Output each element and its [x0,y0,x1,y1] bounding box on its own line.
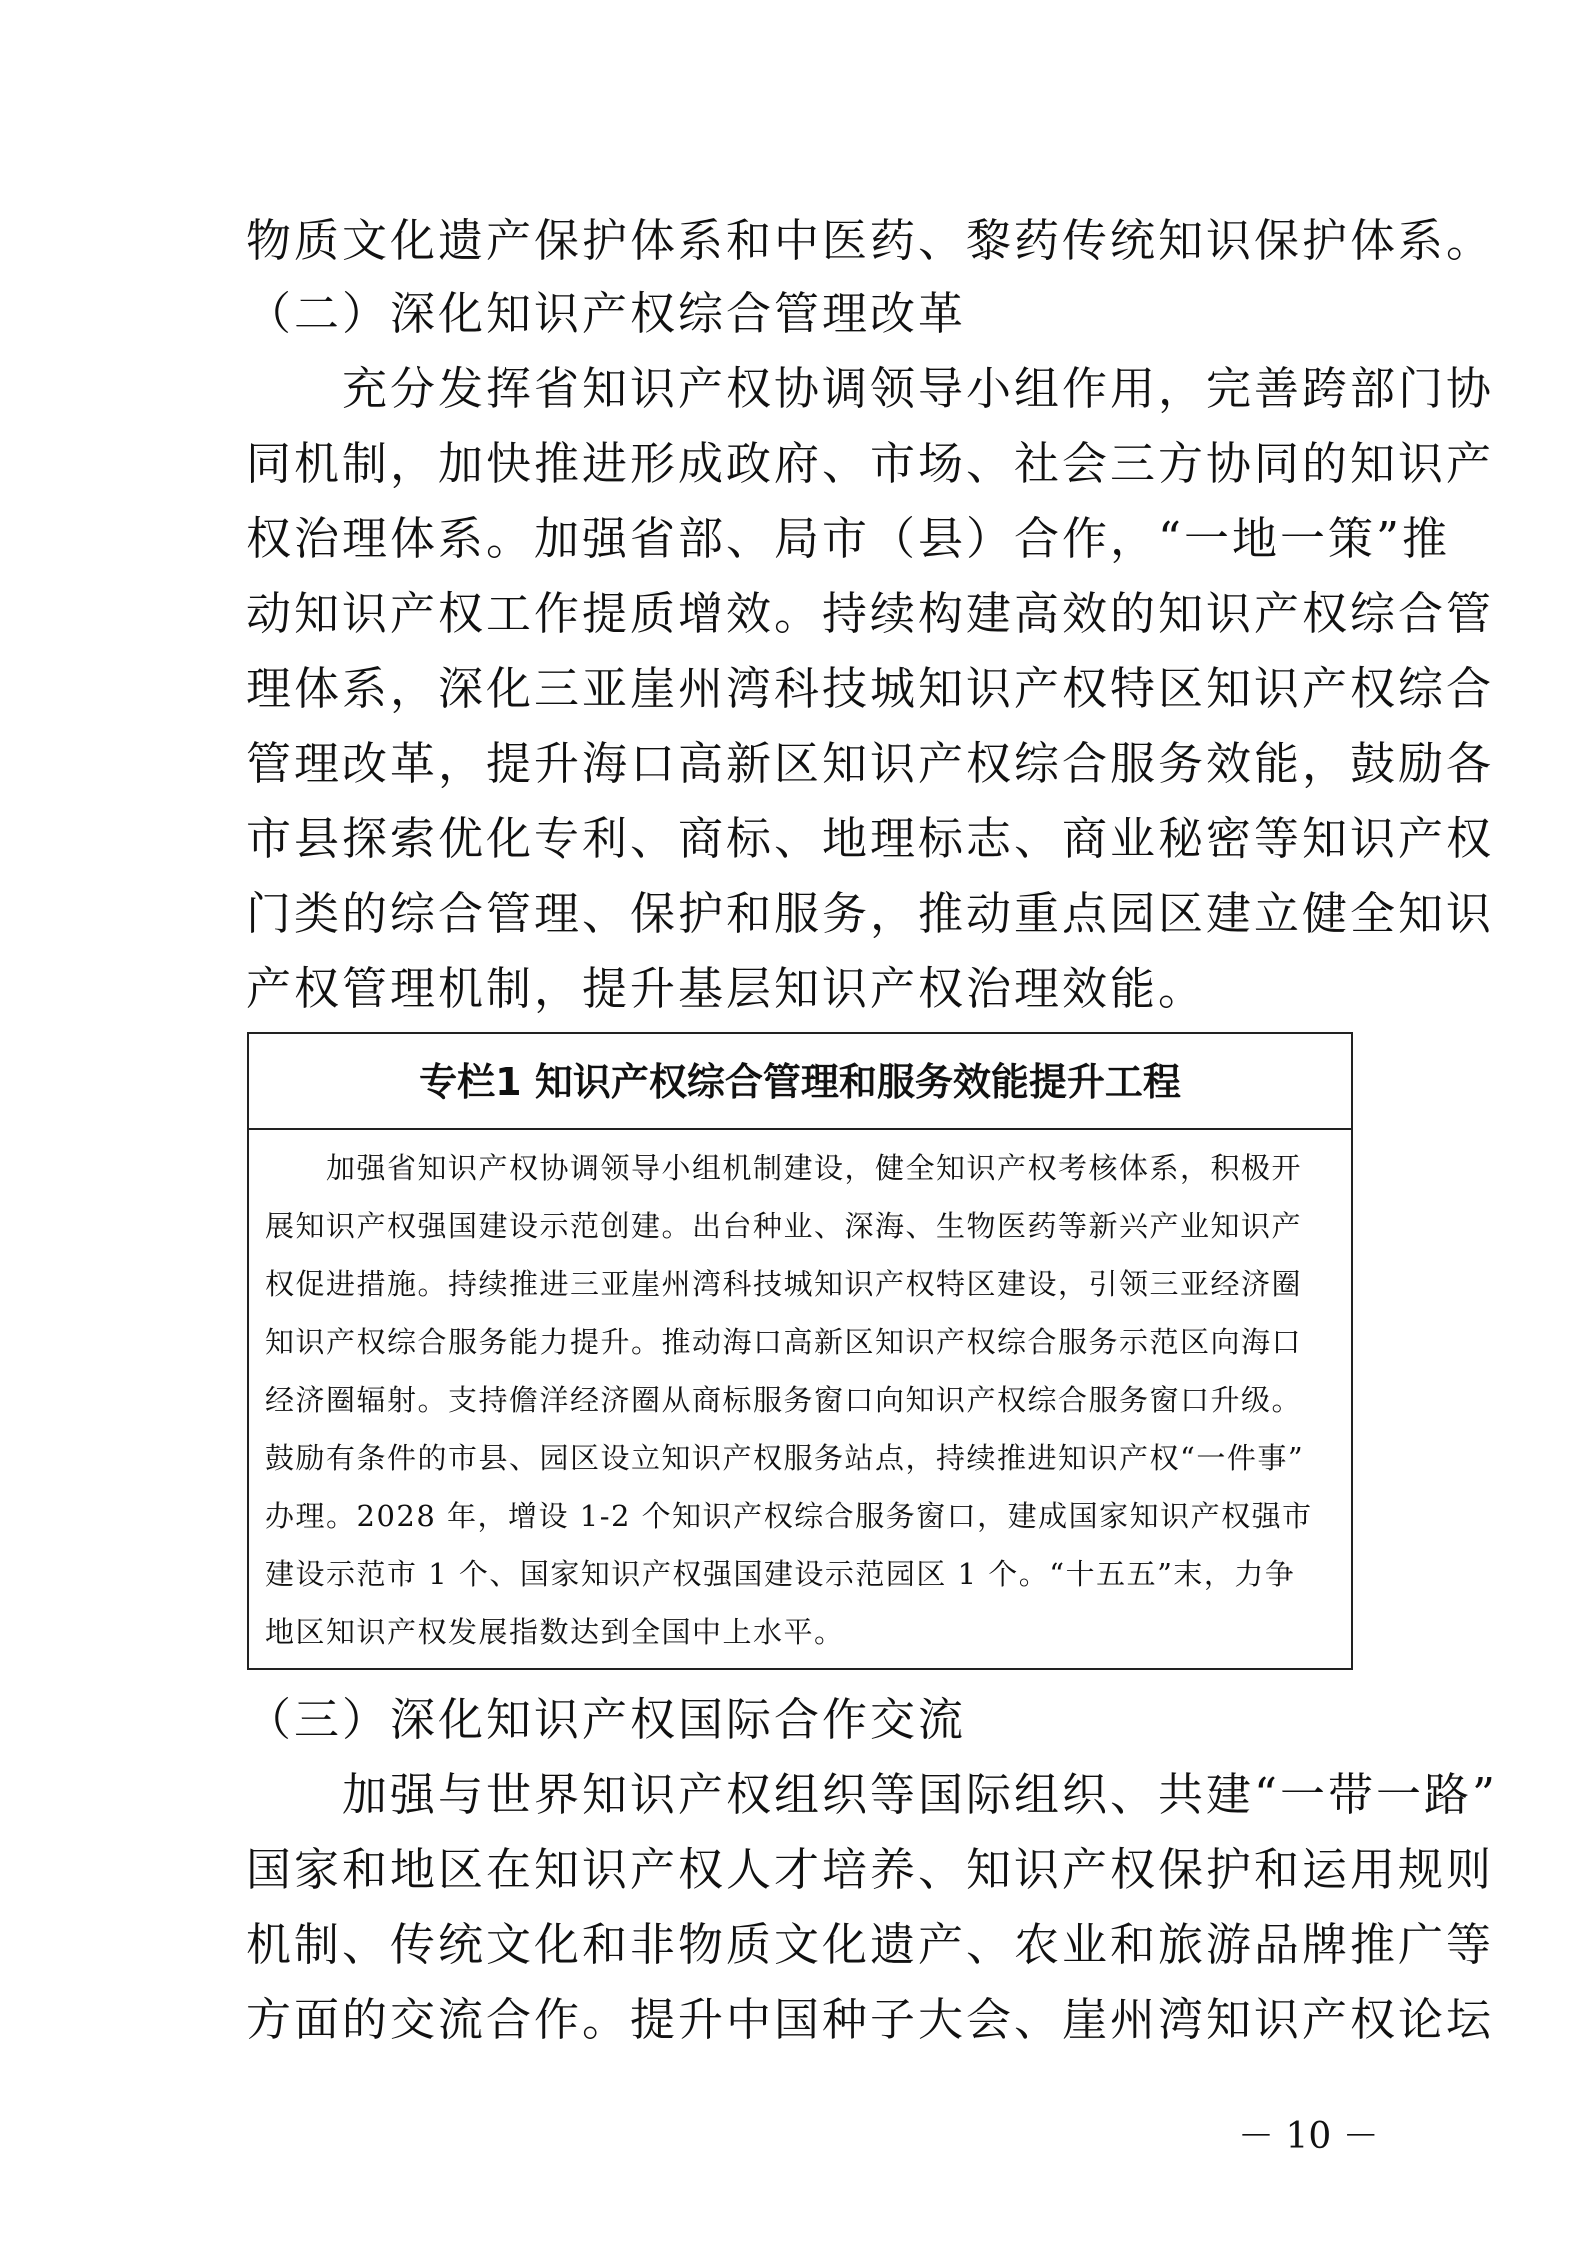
column-box-line: 办理。2028 年，增设 1-2 个知识产权综合服务窗口，建成国家知识产权强市 [265,1499,1313,1533]
column-box-line: 经济圈辐射。支持儋洋经济圈从商标服务窗口向知识产权综合服务窗口升级。 [265,1383,1303,1417]
paragraph-line: 产权管理机制，提升基层知识产权治理效能。 [246,962,1207,1015]
column-box-line: 展知识产权强国建设示范创建。出台种业、深海、生物医药等新兴产业知识产 [265,1209,1303,1243]
column-box-line: 权促进措施。持续推进三亚崖州湾科技城知识产权特区建设，引领三亚经济圈 [265,1267,1303,1301]
column-box-line: 鼓励有条件的市县、园区设立知识产权服务站点，持续推进知识产权“一件事” [265,1441,1305,1475]
section-heading-2: （二）深化知识产权综合管理改革 [246,287,967,340]
paragraph-line: 同机制，加快推进形成政府、市场、社会三方协同的知识产 [246,437,1495,490]
column-box [247,1032,1353,1670]
column-box-line: 加强省知识产权协调领导小组机制建设，健全知识产权考核体系，积极开 [265,1151,1303,1185]
paragraph-line: 市县探索优化专利、商标、地理标志、商业秘密等知识产权 [246,812,1495,865]
column-box-title: 专栏1 知识产权综合管理和服务效能提升工程 [249,1034,1351,1130]
paragraph-line: 管理改革，提升海口高新区知识产权综合服务效能，鼓励各 [246,737,1495,790]
page-number: － 10 － [1238,2116,1379,2157]
paragraph-line: 理体系，深化三亚崖州湾科技城知识产权特区知识产权综合 [246,662,1495,715]
paragraph-line: 权治理体系。加强省部、局市（县）合作，“一地一策”推 [246,512,1451,565]
intro-line: 物质文化遗产保护体系和中医药、黎药传统知识保护体系。 [246,214,1495,267]
paragraph-line: 动知识产权工作提质增效。持续构建高效的知识产权综合管 [246,587,1495,640]
paragraph-line: 方面的交流合作。提升中国种子大会、崖州湾知识产权论坛 [246,1993,1495,2046]
section-heading-3: （三）深化知识产权国际合作交流 [246,1693,967,1746]
column-box-line: 知识产权综合服务能力提升。推动海口高新区知识产权综合服务示范区向海口 [265,1325,1303,1359]
paragraph-line: 加强与世界知识产权组织等国际组织、共建“一带一路” [246,1768,1499,1821]
paragraph-line: 充分发挥省知识产权协调领导小组作用，完善跨部门协 [246,362,1495,415]
column-box-line: 地区知识产权发展指数达到全国中上水平。 [265,1615,845,1649]
paragraph-line: 国家和地区在知识产权人才培养、知识产权保护和运用规则 [246,1843,1495,1896]
paragraph-line: 门类的综合管理、保护和服务，推动重点园区建立健全知识 [246,887,1495,940]
paragraph-line: 机制、传统文化和非物质文化遗产、农业和旅游品牌推广等 [246,1918,1495,1971]
column-box-line: 建设示范市 1 个、国家知识产权强国建设示范园区 1 个。“十五五”末，力争 [265,1557,1296,1591]
